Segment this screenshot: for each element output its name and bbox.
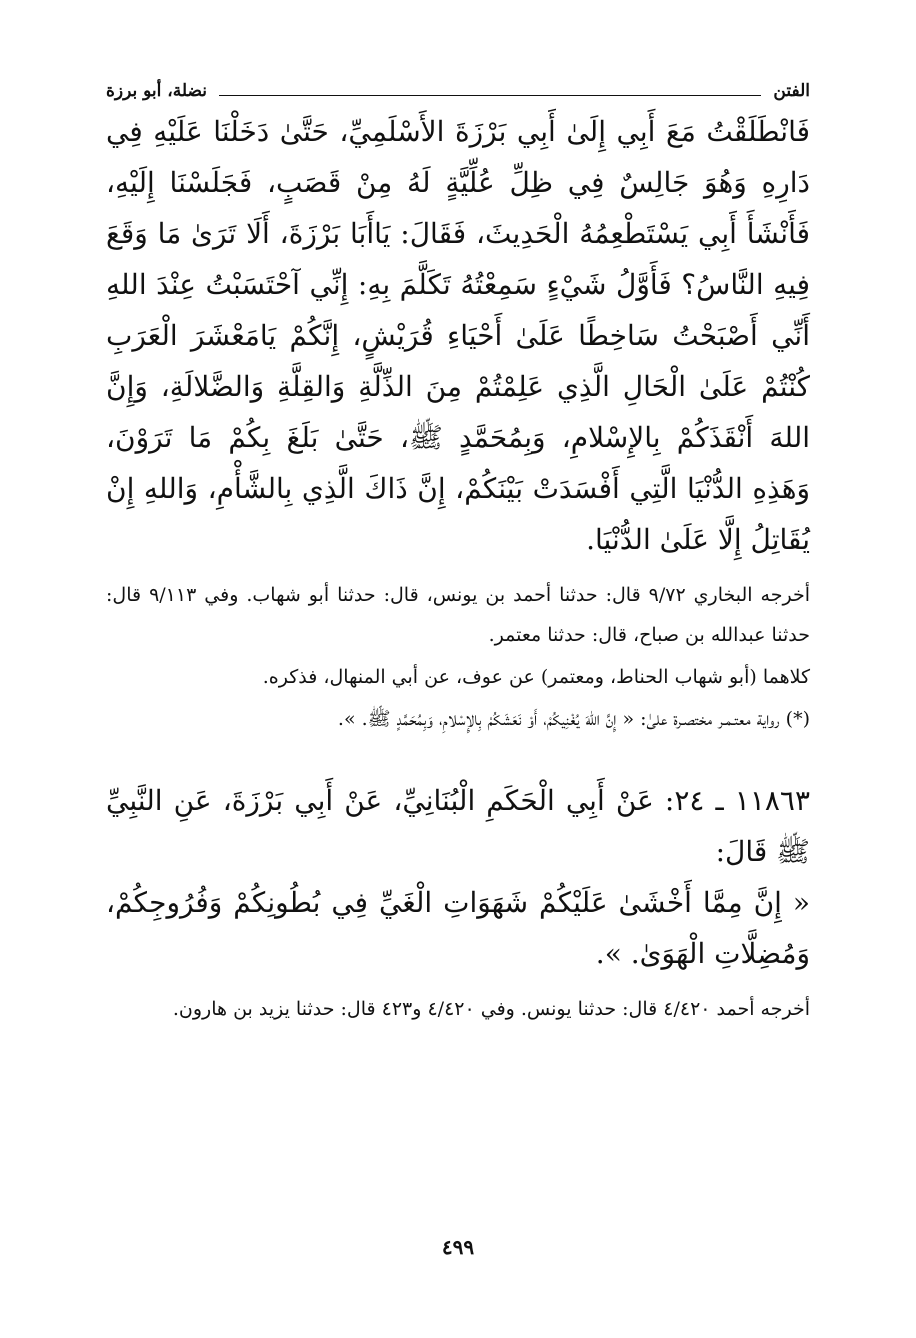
page-number: ٤٩٩: [441, 1235, 475, 1259]
footnote-takhrij: أخرجه البخاري ٩/٧٢ قال: حدثنا أحمد بن يونس، قال: حدثنا أبو شهاب. وفي ٩/١١٣ قال: حدثنا عبدالله بن صباح، قال: حدثنا معتمر.: [106, 584, 810, 646]
page: [106, 78, 810, 1278]
header-section: الفتن: [773, 81, 810, 101]
header-rule: [219, 95, 761, 96]
header-subject: نضلة، أبو برزة: [106, 81, 208, 101]
hadith-quote: « إِنَّ مِمَّا أَخْشَىٰ عَلَيْكُمْ شَهَوَاتِ الْغَيِّ فِي بُطُونِكُمْ وَفُرُوجِكُمْ، وَمُضِلَّاتِ الْهَوَىٰ. ».: [106, 886, 810, 970]
running-header: [106, 78, 810, 104]
hadith-text: فَانْطَلَقْتُ مَعَ أَبِي إِلَىٰ أَبِي بَرْزَةَ الأَسْلَمِيِّ، حَتَّىٰ دَخَلْنَا عَلَيْهِ فِي دَارِهِ وَهُوَ جَالِسٌ فِي ظِلِّ عُلِّيَّةٍ لَهُ مِنْ قَصَبٍ، فَجَلَسْنَا إِلَيْهِ، فَأَنْشَأَ أَبِي يَسْتَطْعِمُهُ الْحَدِيثَ، فَقَالَ: يَاأَبَا بَرْزَةَ، أَلَا تَرَىٰ مَا وَقَعَ فِيهِ النَّاسُ؟ فَأَوَّلُ شَيْءٍ سَمِعْتُهُ تَكَلَّمَ بِهِ: إِنِّي آحْتَسَبْتُ عِنْدَ اللهِ أَنِّي أَصْبَحْتُ سَاخِطًا عَلَىٰ أَحْيَاءِ قُرَيْشٍ، إِنَّكُمْ يَامَعْشَرَ الْعَرَبِ كُنْتُمْ عَلَىٰ الْحَالِ الَّذِي عَلِمْتُمْ مِنَ الذِّلَّةِ وَالقِلَّةِ وَالضَّلالَةِ، وَإِنَّ اللهَ أَنْقَذَكُمْ بِالإِسْلامِ، وَبِمُحَمَّدٍ ﷺ، حَتَّىٰ بَلَغَ بِكُمْ مَا تَرَوْنَ، وَهَذِهِ الدُّنْيَا الَّتِي أَفْسَدَتْ بَيْنَكُمْ، إِنَّ ذَاكَ الَّذِي بِالشَّأْمِ، وَاللهِ إِنْ يُقَاتِلُ إِلَّا عَلَىٰ الدُّنْيَا.: [106, 115, 810, 556]
footnote-takhrij-2: أخرجه أحمد ٤/٤٢٠ قال: حدثنا يونس. وفي ٤/٤٢٠ و٤٢٣ قال: حدثنا يزيد بن هارون.: [172, 998, 810, 1020]
hadith-intro: ١١٨٦٣ ـ ٢٤: عَنْ أَبِي الْحَكَمِ الْبُنَانِيِّ، عَنْ أَبِي بَرْزَةَ، عَنِ النَّبِيِّ ﷺ قَالَ:: [106, 784, 810, 868]
footnote-chain: كلاهما (أبو شهاب الحناط، ومعتمر) عن عوف، عن أبي المنهال، فذكره.: [262, 666, 810, 688]
footnote-variant: (*) رواية معتـمـر مختصـرة علىٰ: « إِنَّ اللهَ يُغْنِيكُمْ، أَوْ نَعَشَكُمْ بِالإِسْلامِ، وَبِمُحَمَّدٍ ﷺ. ».: [337, 708, 810, 730]
